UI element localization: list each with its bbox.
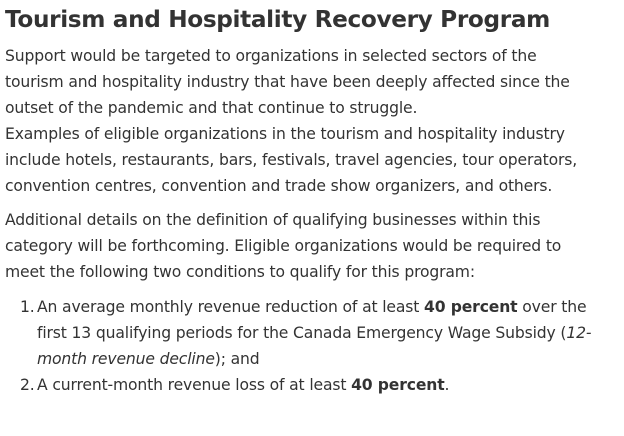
condition-2-threshold: 40 percent	[351, 376, 445, 394]
details-line-1: Additional details on the definition of qualifying businesses within this	[5, 211, 541, 229]
examples-line-1: Examples of eligible organizations in the tourism and hospitality industry	[5, 125, 565, 143]
condition-item-1	[5, 294, 617, 372]
condition-1-line-3	[37, 346, 617, 372]
details-line-2: category will be forthcoming. Eligible organizations would be required to	[5, 237, 562, 255]
intro-line-2: tourism and hospitality industry that have been deeply affected since the	[5, 73, 570, 91]
intro-line-3: outset of the pandemic and that continue to struggle.	[5, 99, 418, 117]
article-content	[5, 3, 617, 398]
condition-1-threshold: 40 percent	[424, 298, 518, 316]
condition-2-text-end: .	[444, 376, 450, 394]
condition-1-italic-term-start: 12-	[566, 324, 592, 342]
condition-2-line-1	[37, 372, 617, 398]
condition-1-italic-term-end: month revenue decline	[37, 350, 215, 368]
condition-1-text-end: over the	[517, 298, 587, 316]
page-title: Tourism and Hospitality Recovery Program	[5, 6, 550, 33]
examples-line-2: include hotels, restaurants, bars, festivals, travel agencies, tour operators,	[5, 151, 578, 169]
condition-1-line-2	[37, 320, 617, 346]
condition-1-subsidy-text: first 13 qualifying periods for the Canada Emergency Wage Subsidy (	[37, 324, 567, 342]
conditions-list	[5, 294, 617, 398]
intro-line-1: Support would be targeted to organizations in selected sectors of the	[5, 47, 537, 65]
condition-2-text: A current-month revenue loss of at least	[37, 376, 352, 394]
details-line-3: meet the following two conditions to qualify for this program:	[5, 263, 475, 281]
condition-number: 2.	[20, 376, 35, 394]
examples-line-3: convention centres, convention and trade show organizers, and others.	[5, 177, 553, 195]
condition-1-line-1	[37, 294, 617, 320]
condition-item-2	[5, 372, 617, 398]
condition-1-text: An average monthly revenue reduction of at least	[37, 298, 425, 316]
condition-number: 1.	[20, 298, 35, 316]
examples-paragraph	[5, 121, 617, 199]
details-paragraph	[5, 207, 617, 285]
condition-1-suffix: ); and	[214, 350, 260, 368]
intro-paragraph	[5, 43, 617, 121]
